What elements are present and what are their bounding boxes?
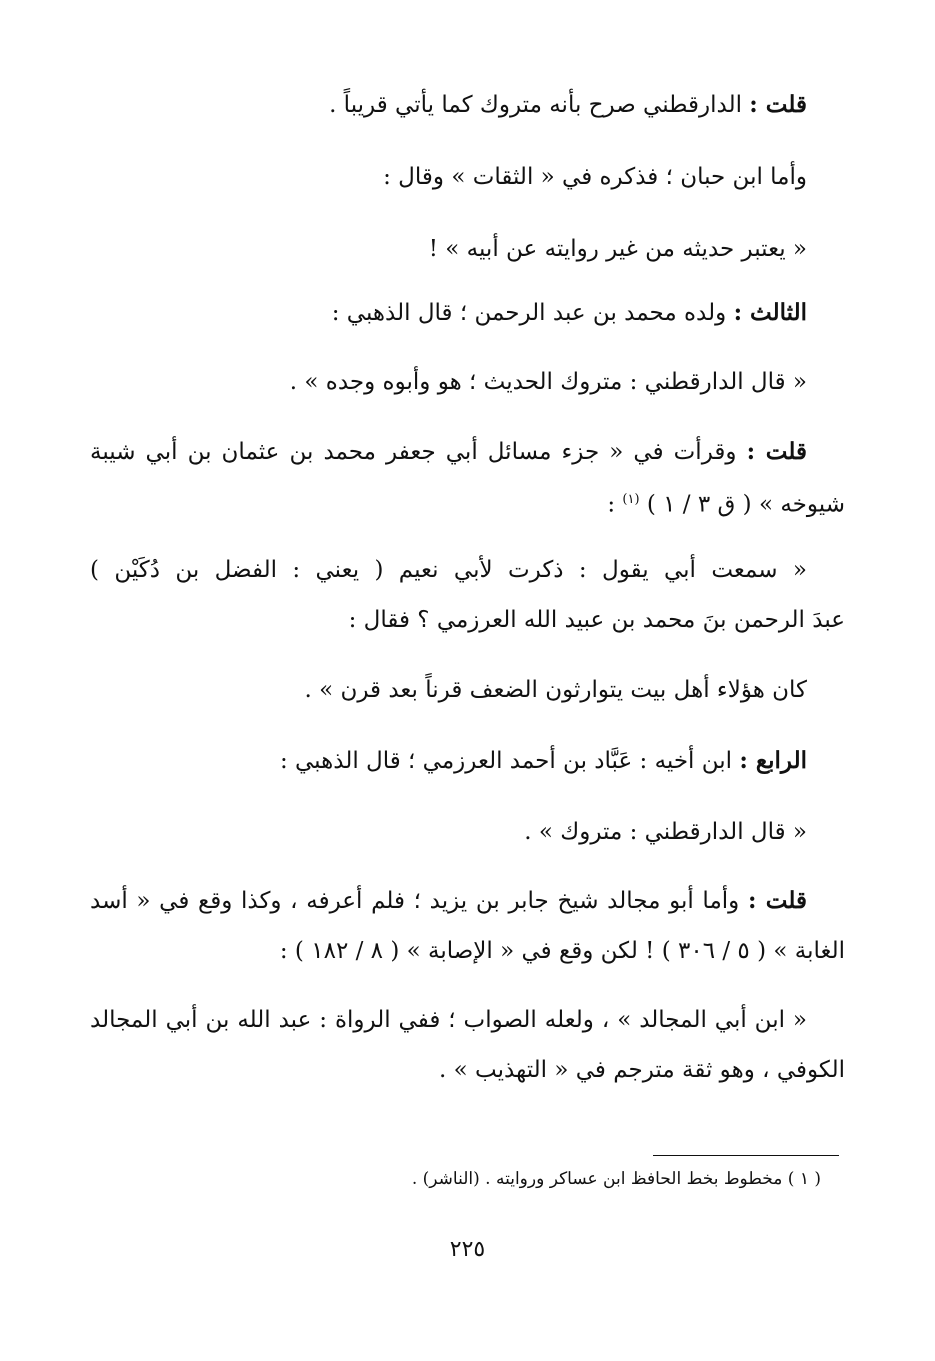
line-text: الغابة » ( ٥ / ٣٠٦ ) ! لكن وقع في « الإصابة » ( ٨ / ١٨٢ ) :: [279, 938, 845, 964]
text-line: [90, 605, 845, 635]
line-text: :: [607, 491, 616, 518]
line-text: عبدَ الرحمن بنَ محمد بن عبيد الله العرزمي ؟ فقال :: [348, 607, 845, 633]
line-text: « قال الدارقطني : متروك » .: [524, 819, 807, 845]
text-line: [90, 367, 807, 397]
line-text: « ابن أبي المجالد » ، ولعله الصواب ؛ ففي الرواة : عبد الله بن أبي المجالد: [90, 1007, 807, 1033]
page-number: ٢٢٥: [449, 1237, 486, 1262]
text-line: [90, 746, 807, 776]
text-line: [90, 817, 807, 847]
text-line: [90, 936, 845, 966]
text-line: [90, 555, 807, 585]
line-text: الدارقطني صرح بأنه متروك كما يأتي قريباً .: [329, 92, 742, 118]
footnote-ref[interactable]: (١): [622, 492, 640, 507]
lead-word: الرابع :: [739, 747, 807, 774]
text-line: [90, 1005, 807, 1035]
line-text: وقرأت في « جزء مسائل أبي جعفر محمد بن عثمان بن أبي شيبة: [90, 439, 737, 465]
line-text: الكوفي ، وهو ثقة مترجم في « التهذيب » .: [439, 1057, 845, 1083]
lead-word: الثالث :: [733, 299, 807, 326]
text-line: [90, 162, 807, 192]
text-line: [90, 1055, 845, 1085]
lead-word: قلت :: [746, 438, 808, 465]
text-line: [90, 298, 807, 328]
text-line: [90, 886, 807, 916]
line-text: ابن أخيه : عَبَّاد بن أحمد العرزمي ؛ قال الذهبي :: [279, 748, 733, 774]
lead-word: قلت :: [749, 91, 807, 118]
footnote-divider: [653, 1155, 839, 1156]
line-text: كان هؤلاء أهل بيت يتوارثون الضعف قرناً بعد قرن » .: [304, 677, 807, 703]
text-line: [90, 234, 807, 264]
text-line: [90, 437, 807, 467]
line-text: شيوخه » ( ق ٣ / ١ ): [646, 491, 845, 518]
footnote: ( ١ ) مخطوط بخط الحافظ ابن عساكر وروايته . (الناشر) .: [411, 1169, 821, 1189]
text-line: [90, 675, 807, 705]
text-line: [90, 485, 845, 520]
lead-word: قلت :: [747, 887, 807, 914]
line-text: « يعتبر حديثه من غير روايته عن أبيه » !: [428, 236, 807, 262]
line-text: ولده محمد بن عبد الرحمن ؛ قال الذهبي :: [331, 300, 727, 326]
line-text: وأما ابن حبان ؛ فذكره في « الثقات » وقال :: [383, 164, 807, 190]
line-text: « سمعت أبي يقول : ذكرت لأبي نعيم ( يعني : الفضل بن دُكَيْن ): [90, 557, 807, 583]
line-text: « قال الدارقطني : متروك الحديث ؛ هو وأبوه وجده » .: [289, 369, 807, 395]
line-text: وأما أبو مجالد شيخ جابر بن يزيد ؛ فلم أعرفه ، وكذا وقع في « أسد: [90, 888, 740, 914]
text-line: [90, 90, 807, 120]
